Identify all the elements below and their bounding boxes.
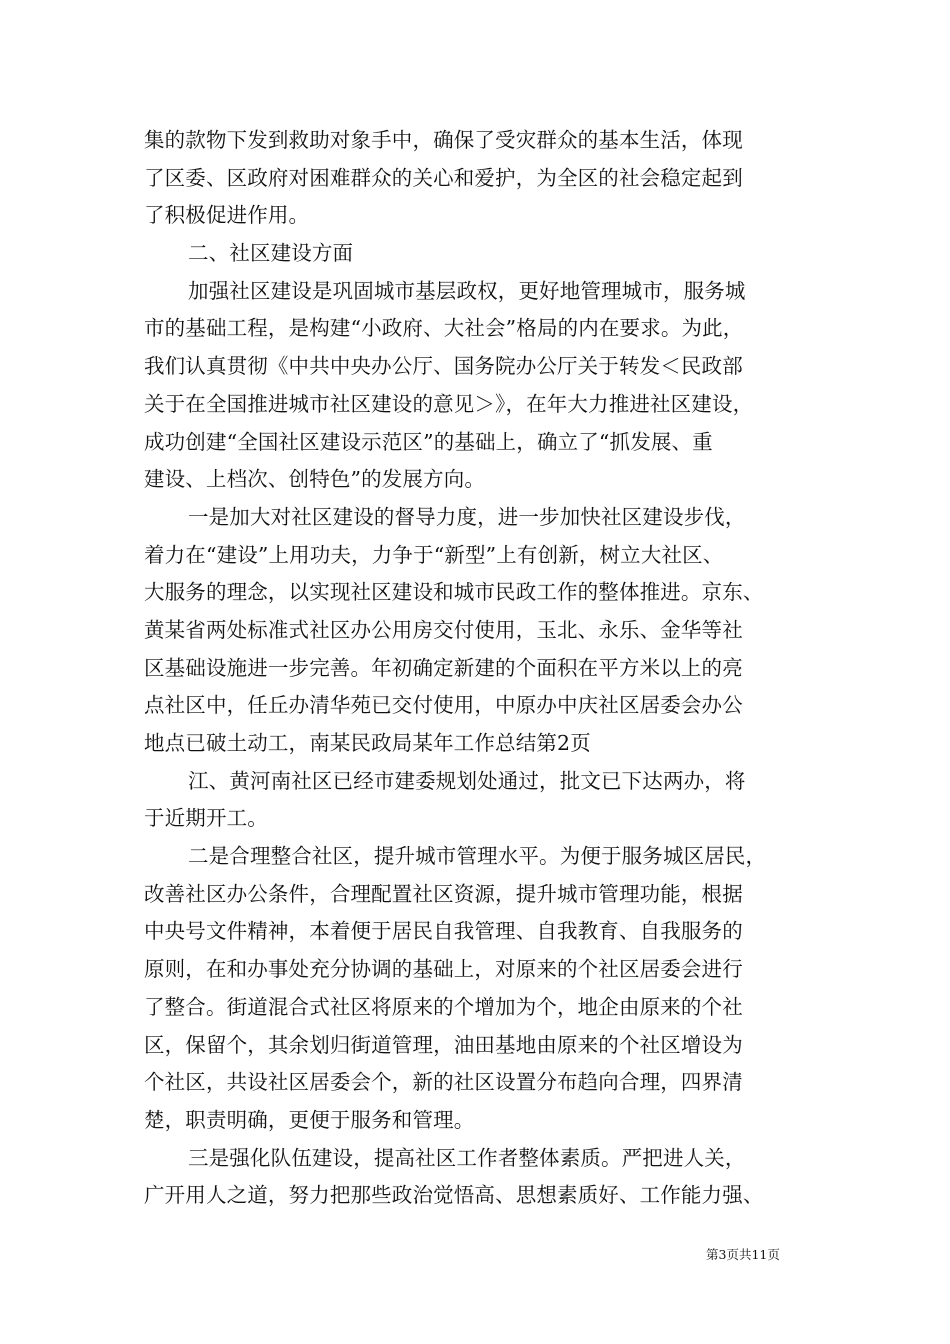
paragraph-start-line: 二是合理整合社区，提升城市管理水平。为便于服务城区居民， (188, 844, 767, 869)
paragraph-start-line: 加强社区建设是巩固城市基层政权，更好地管理城市，服务城 (188, 278, 746, 303)
text-line: 大服务的理念，以实现社区建设和城市民政工作的整体推进。京东、 (144, 580, 764, 605)
paragraph-start-line: 三是强化队伍建设，提高社区工作者整体素质。严把进人关， (188, 1145, 746, 1170)
text-line: 于近期开工。 (144, 806, 268, 831)
paragraph-start-line: 二、社区建设方面 (188, 241, 354, 266)
text-line: 区基础设施进一步完善。年初确定新建的个面积在平方米以上的亮 (144, 655, 743, 680)
text-line: 中央号文件精神，本着便于居民自我管理、自我教育、自我服务的 (144, 919, 743, 944)
text-line: 我们认真贯彻《中共中央办公厅、国务院办公厅关于转发＜民政部 (144, 354, 743, 379)
text-line: 原则，在和办事处充分协调的基础上，对原来的个社区居委会进行 (144, 957, 743, 982)
paragraph-start-line: 一是加大对社区建设的督导力度，进一步加快社区建设步伐， (188, 504, 746, 529)
text-line: 点社区中，任丘办清华苑已交付使用，中原办中庆社区居委会办公 (144, 693, 743, 718)
document-body (144, 122, 814, 1215)
text-line: 了区委、区政府对困难群众的关心和爱护，为全区的社会稳定起到 (144, 165, 743, 190)
text-line: 着力在“建设”上用功夫，力争于“新型”上有创新，树立大社区、 (144, 542, 724, 567)
text-line: 楚，职责明确，更便于服务和管理。 (144, 1107, 475, 1132)
text-line: 成功创建“全国社区建设示范区”的基础上，确立了“抓发展、重 (144, 429, 713, 454)
text-line: 广开用人之道，努力把那些政治觉悟高、思想素质好、工作能力强、 (144, 1183, 764, 1208)
text-line: 区，保留个，其余划归街道管理，油田基地由原来的个社区增设为 (144, 1032, 743, 1057)
text-line: 了整合。街道混合式社区将原来的个增加为个，地企由原来的个社 (144, 994, 743, 1019)
text-line: 地点已破土动工，南某民政局某年工作总结第2页 (144, 731, 591, 755)
text-line: 改善社区办公条件，合理配置社区资源，提升城市管理功能，根据 (144, 881, 743, 906)
page-number: 第3页共11页 (706, 1247, 780, 1262)
paragraph-start-line: 江、黄河南社区已经市建委规划处通过，批文已下达两办，将 (188, 768, 746, 793)
text-line: 黄某省两处标准式社区办公用房交付使用，玉北、永乐、金华等社 (144, 617, 743, 642)
text-line: 个社区，共设社区居委会个，新的社区设置分布趋向合理，四界清 (144, 1070, 743, 1095)
text-line: 集的款物下发到救助对象手中，确保了受灾群众的基本生活，体现 (144, 128, 743, 152)
text-line: 了积极促进作用。 (144, 203, 310, 228)
text-line: 关于在全国推进城市社区建设的意见＞》，在年大力推进社区建设， (144, 391, 754, 416)
text-line: 建设、上档次、创特色”的发展方向。 (144, 467, 486, 492)
text-line: 市的基础工程，是构建“小政府、大社会”格局的内在要求。为此， (144, 316, 744, 341)
